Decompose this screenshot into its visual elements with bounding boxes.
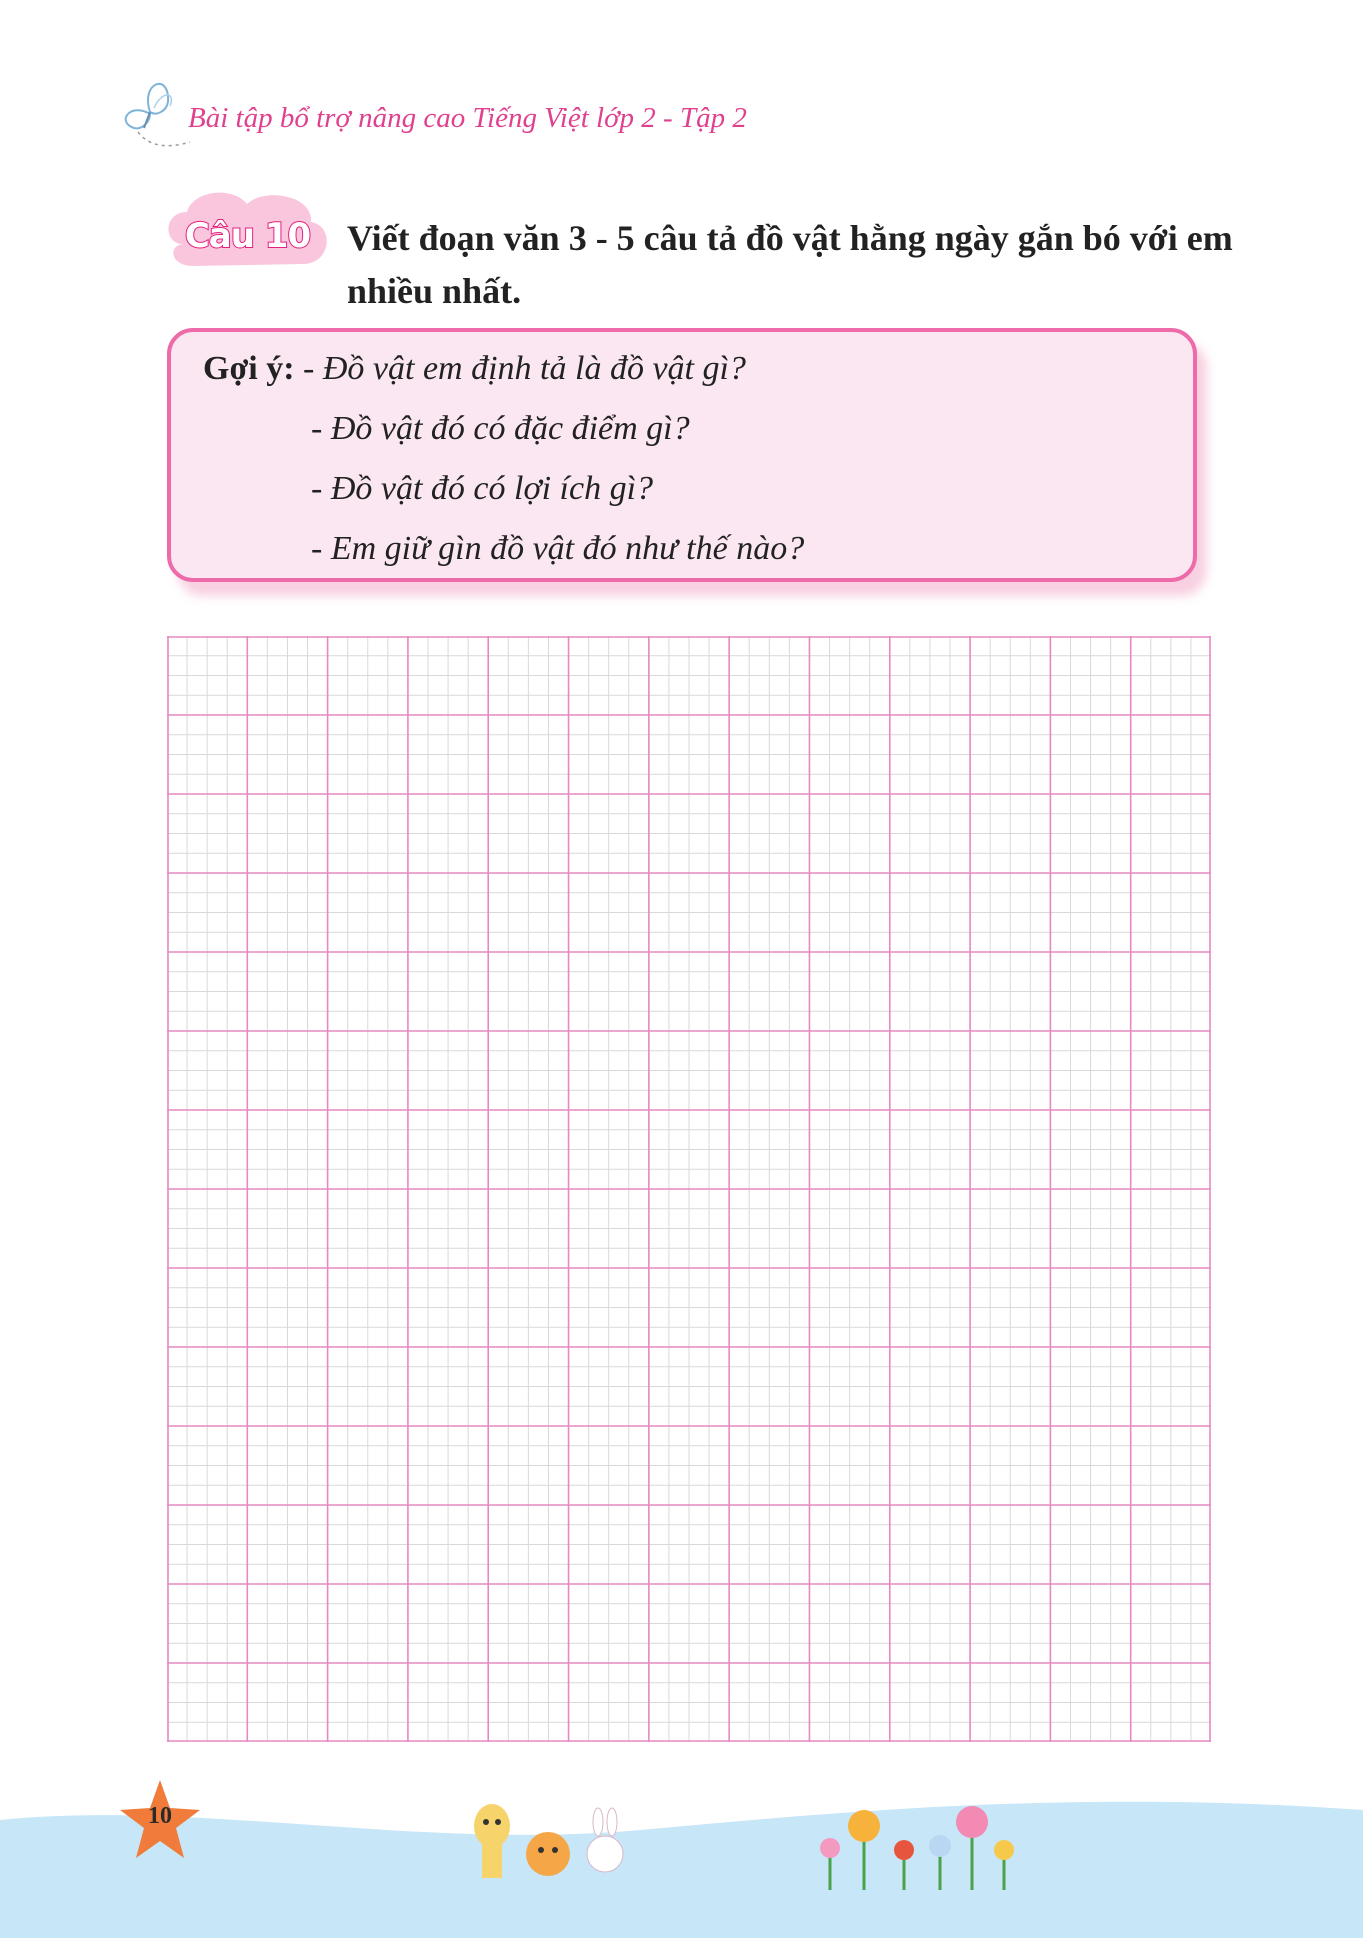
hint-item: - Đồ vật đó có đặc điểm gì? [311, 410, 690, 447]
page-number: 10 [148, 1803, 172, 1829]
butterfly-icon [110, 72, 200, 152]
hint-item: - Đồ vật đó có lợi ích gì? [311, 470, 654, 507]
hint-item: - Em giữ gìn đồ vật đó như thế nào? [311, 530, 805, 567]
hint-line-2 [311, 410, 690, 448]
question-badge [163, 182, 333, 282]
hint-line-1 [203, 350, 746, 388]
hint-line-3 [311, 470, 653, 508]
writing-grid[interactable] [167, 636, 1211, 1742]
book-title: Bài tập bổ trợ nâng cao Tiếng Việt lớp 2 - Tập 2 [188, 102, 747, 134]
hint-line-4 [311, 530, 804, 568]
hint-item: - Đồ vật em định tả là đồ vật gì? [303, 350, 746, 387]
tiger-icon [526, 1832, 570, 1876]
question-prompt: Viết đoạn văn 3 - 5 câu tả đồ vật hằng ngày gắn bó với em nhiều nhất. [347, 218, 1233, 311]
question-number: Câu 10 [184, 216, 311, 256]
page-header [110, 72, 810, 152]
hint-lead: Gợi ý: [203, 350, 295, 387]
footer-decoration [0, 1760, 1363, 1938]
hint-box [167, 328, 1197, 582]
